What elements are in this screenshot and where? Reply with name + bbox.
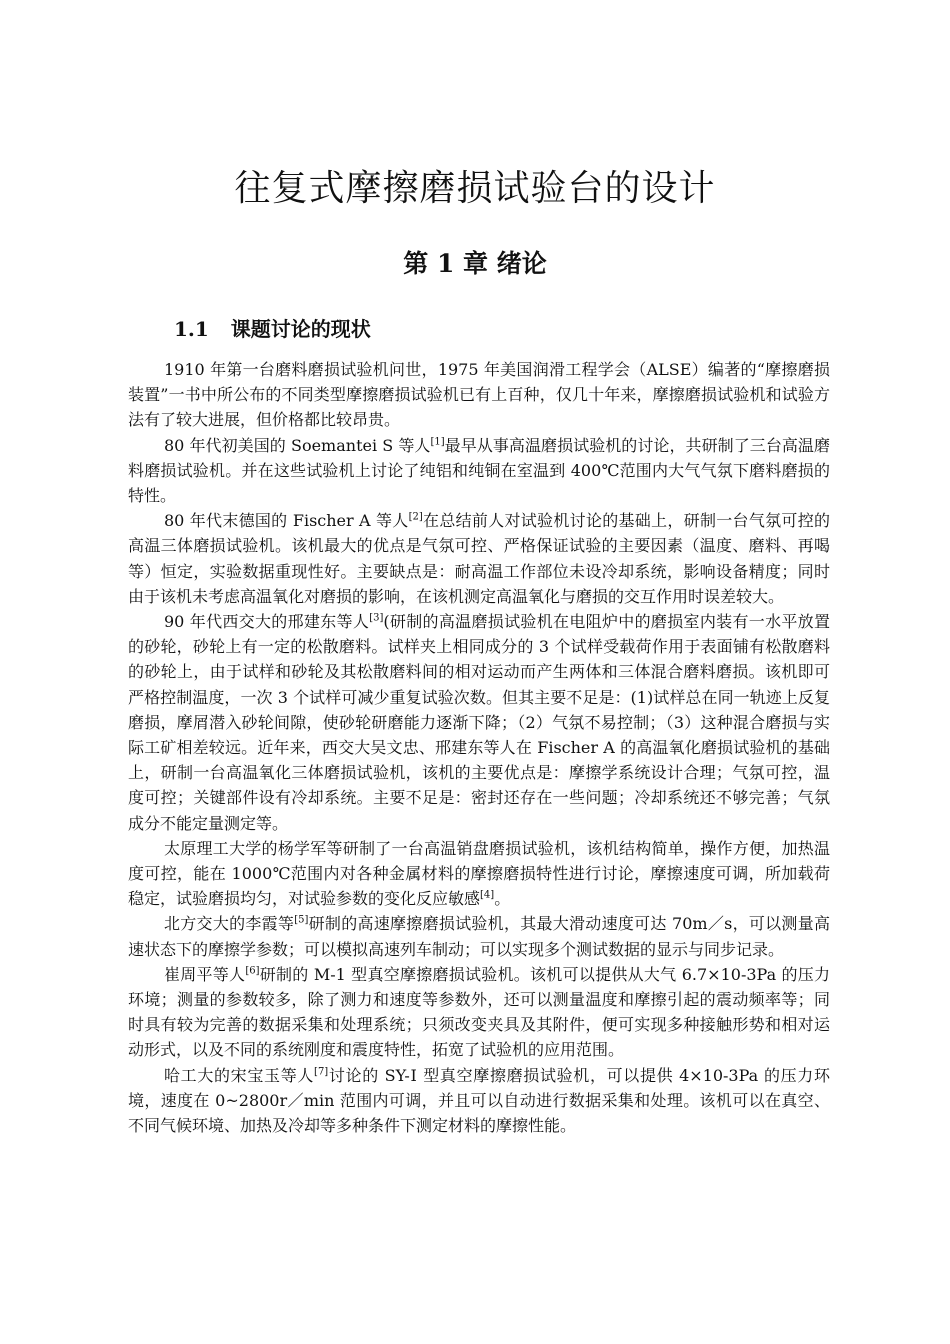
- paragraph: [128, 433, 830, 509]
- citation-ref: [4]: [480, 889, 495, 901]
- paragraph-text: 太原理工大学的杨学军等研制了一台高温销盘磨损试验机，该机结构简单，操作方便，加热温度可控，能在 1000℃范围内对各种金属材料的摩擦磨损特性进行讨论，摩擦速度可调，所加载荷稳定，试验磨损均匀，对试验参数的变化反应敏感: [128, 838, 830, 909]
- paragraph-text: 90 年代西交大的邢建东等人: [164, 612, 370, 632]
- paragraph-text: 北方交大的李霞等: [164, 914, 295, 934]
- paragraph-text: (研制的高温磨损试验机在电阻炉中的磨损室内装有一水平放置的砂轮，砂轮上有一定的松散磨料。试样夹上相同成分的 3 个试样受载荷作用于表面铺有松散磨料的砂轮上，由于试样和砂轮及其松散磨料间的相对运动而产生两体和三体混合磨料磨损。该机即可严格控制温度，一次 3 个试样可减少重复试验次数。但其主要不足是：(1)试样总在同一轨迹上反复磨损，摩屑潜入砂轮间隙，使砂轮研磨能力逐渐下降；（2）气氛不易控制；（3）这种混合磨损与实际工矿相差较远。近年来，西交大吴文忠、邢建东等人在 Fischer A 的高温氧化磨损试验机的基础上，研制一台高温氧化三体磨损试验机，该机的主要优点是：摩擦学系统设计合理；气氛可控，温度可控；关键部件设有冷却系统。主要不足是：密封还存在一些问题；冷却系统还不够完善；气氛成分不能定量测定等。: [128, 612, 830, 833]
- section-title: 课题讨论的现状: [230, 317, 371, 341]
- citation-ref: [3]: [369, 612, 384, 624]
- citation-ref: [2]: [408, 511, 423, 523]
- paragraph: [128, 508, 830, 609]
- body-text: [128, 357, 830, 1138]
- paragraph-text: 。: [494, 889, 511, 909]
- paragraph-text: 讨论的 SY-Ⅰ 型真空摩擦磨损试验机，可以提供 4×10-3Pa 的压力环境，速度在 0~2800r／min 范围内可调，并且可以自动进行数据采集和处理。该机可以在真空、不同气候环境、加热及冷却等多种条件下测定材料的摩擦性能。: [128, 1065, 830, 1136]
- paragraph: [128, 836, 830, 912]
- citation-ref: [7]: [314, 1066, 329, 1078]
- paragraph-text: 最早从事高温磨损试验机的讨论，共研制了三台高温磨料磨损试验机。并在这些试验机上讨论了纯铝和纯铜在室温到 400℃范围内大气气氛下磨料磨损的特性。: [128, 435, 830, 506]
- paragraph-text: 崔周平等人: [164, 964, 246, 984]
- paragraph: [128, 1063, 830, 1139]
- paragraph: [128, 609, 830, 836]
- citation-ref: [6]: [245, 965, 260, 977]
- paragraph-text: 研制的高速摩擦磨损试验机，其最大滑动速度可达 70m／s，可以测量高速状态下的摩擦学参数；可以模拟高速列车制动；可以实现多个测试数据的显示与同步记录。: [128, 914, 830, 959]
- section-number: 1.1: [174, 317, 209, 341]
- paragraph: [128, 357, 830, 433]
- paragraph-text: 在总结前人对试验机讨论的基础上，研制一台气氛可控的高温三体磨损试验机。该机最大的优点是气氛可控、严格保证试验的主要因素（温度、磨料、再喝等）恒定，实验数据重现性好。主要缺点是：耐高温工作部位未设冷却系统，影响设备精度；同时由于该机未考虑高温氧化对磨损的影响，在该机测定高温氧化与磨损的交互作用时误差较大。: [128, 511, 830, 606]
- paragraph-text: 80 年代初美国的 Soemantei S 等人: [164, 435, 431, 455]
- section-heading: [174, 313, 371, 342]
- paragraph-text: 哈工大的宋宝玉等人: [164, 1065, 315, 1085]
- paragraph-text: 1910 年第一台磨料磨损试验机问世，1975 年美国润滑工程学会（ALSE）编著的“摩擦磨损装置”一书中所公布的不同类型摩擦磨损试验机已有上百种，仅几十年来，摩擦磨损试验机和试验方法有了较大进展，但价格都比较昂贵。: [128, 360, 830, 430]
- citation-ref: [5]: [294, 915, 309, 927]
- chapter-title: 第 1 章 绪论: [403, 249, 547, 278]
- document-title: 往复式摩擦磨损试验台的设计: [234, 168, 716, 209]
- paragraph-text: 80 年代末德国的 Fischer A 等人: [164, 511, 409, 531]
- paragraph: [128, 911, 830, 961]
- citation-ref: [1]: [430, 436, 445, 448]
- paragraph: [128, 962, 830, 1063]
- paragraph-text: 研制的 M-1 型真空摩擦磨损试验机。该机可以提供从大气 6.7×10-3Pa 的压力环境；测量的参数较多，除了测力和速度等参数外，还可以测量温度和摩擦引起的震动频率等；同时具有较为完善的数据采集和处理系统；只须改变夹具及其附件，便可实现多种接触形势和相对运动形式，以及不同的系统刚度和震度特性，拓宽了试验机的应用范围。: [128, 964, 830, 1060]
